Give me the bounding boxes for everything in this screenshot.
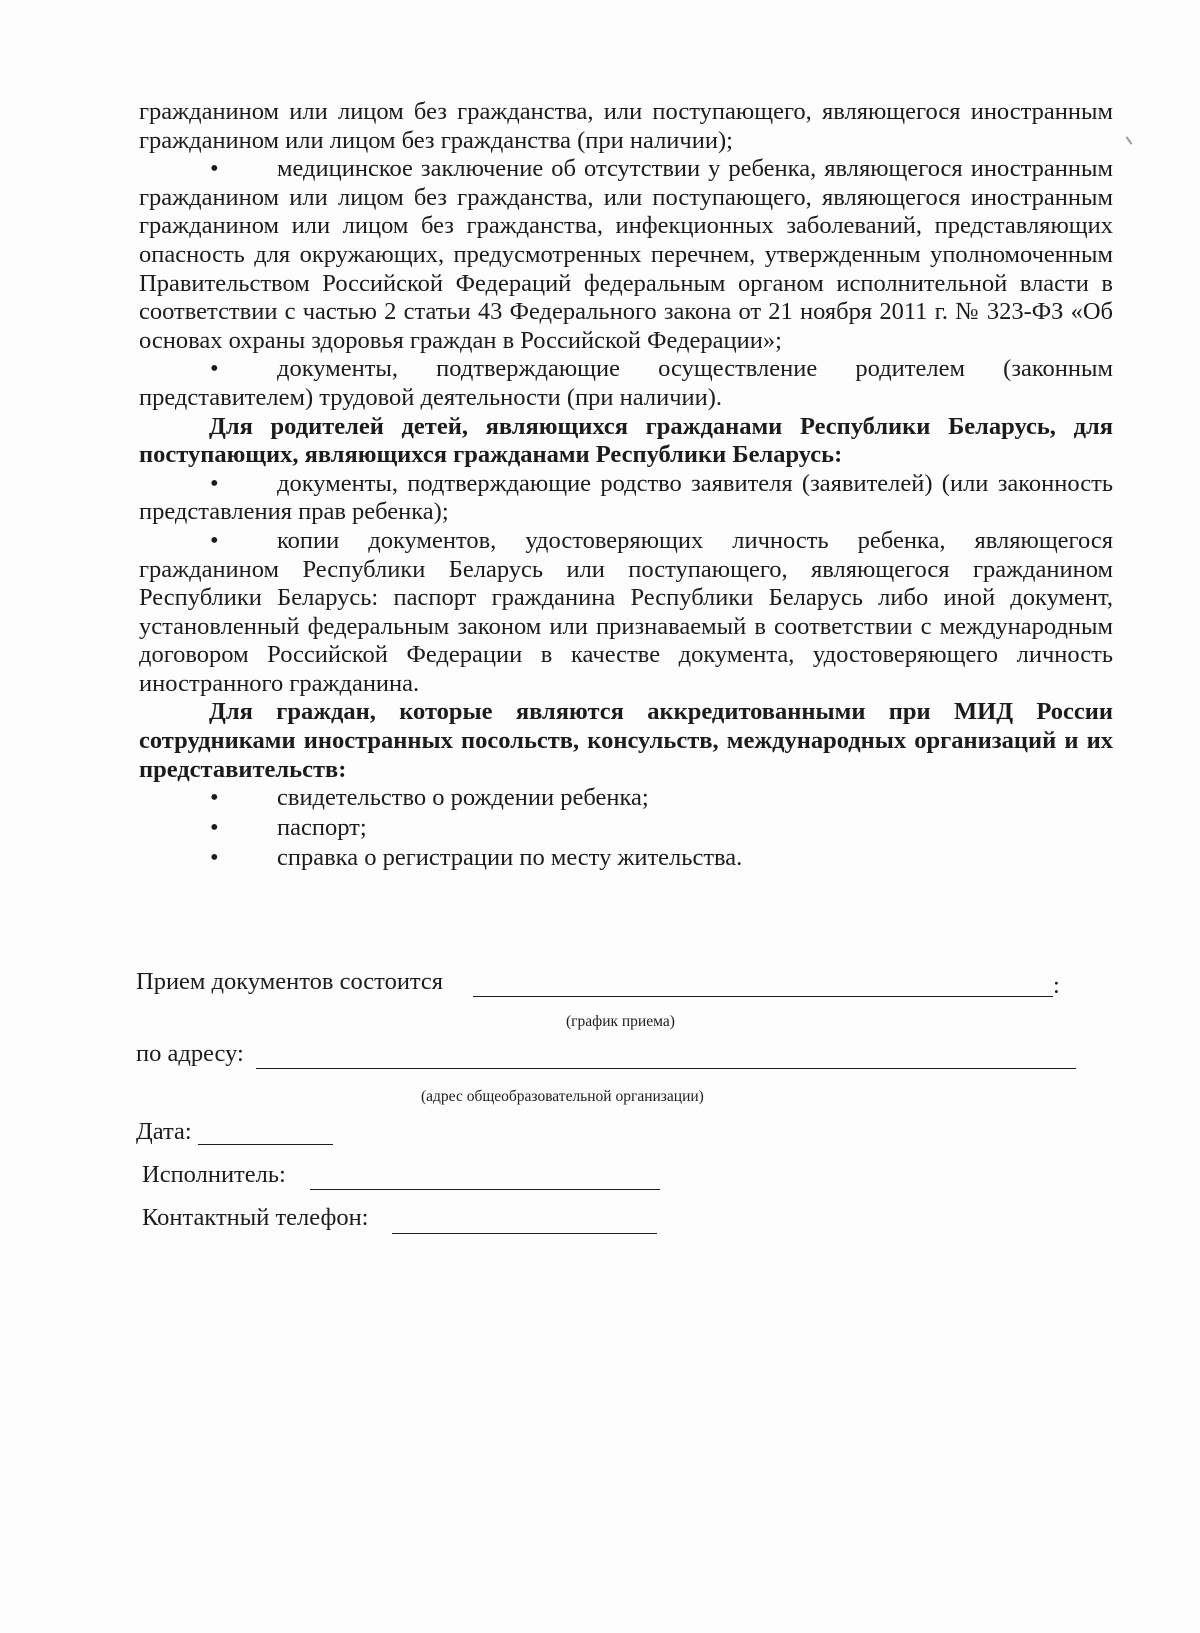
bullet-icon: • (210, 844, 219, 872)
bullet-medical-certificate (139, 155, 1113, 355)
bullet-icon: • (210, 526, 219, 554)
scan-speck (1126, 136, 1133, 145)
bullet-employment-documents (139, 355, 1113, 412)
reception-schedule-field[interactable] (473, 996, 1053, 997)
reception-caption: (график приема) (566, 1013, 675, 1030)
document-body (139, 98, 1113, 874)
bullet-kinship-documents (139, 470, 1113, 527)
list-item-text: справка о регистрации по месту жительства. (277, 844, 743, 872)
list-item (139, 784, 1113, 814)
phone-label: Контактный телефон: (142, 1204, 369, 1231)
list-item (139, 844, 1113, 874)
list-item-text: свидетельство о рождении ребенка; (277, 784, 649, 812)
address-label: по адресу: (136, 1040, 244, 1067)
section-heading-belarus: Для родителей детей, являющихся гражданами Республики Беларусь, для поступающих, являющихся гражданами Республики Беларусь: (139, 412, 1113, 469)
address-caption: (адрес общеобразовательной организации) (421, 1088, 704, 1105)
bullet-identity-copies (139, 527, 1113, 699)
bullet-icon: • (210, 784, 219, 812)
bullet-text: документы, подтверждающие родство заявителя (заявителей) (или законность представления прав ребенка); (139, 469, 1113, 526)
list-item (139, 814, 1113, 844)
list-item-text: паспорт; (277, 814, 367, 842)
section-heading-diplomats: Для граждан, которые являются аккредитованными при МИД России сотрудниками иностранных посольств, консульств, международных организаций и их представительств: (139, 698, 1113, 783)
date-field[interactable] (198, 1144, 333, 1145)
address-field[interactable] (256, 1068, 1076, 1069)
date-label: Дата: (136, 1118, 192, 1145)
bullet-icon: • (210, 355, 219, 383)
bullet-text: документы, подтверждающие осуществление родителем (законным представителем) трудовой деятельности (при наличии). (139, 355, 1113, 411)
bullet-text: копии документов, удостоверяющих личность ребенка, являющегося гражданином Республики Беларусь или поступающего, являющегося гражданином Республики Беларусь: паспорт гражданина Республики Беларусь либо иной документ, установленный федеральным законом или признаваемый в соответствии с международным договором Российской Федерации в качестве документа, удостоверяющего личность иностранного гражданина. (139, 526, 1113, 697)
executor-label: Исполнитель: (142, 1161, 286, 1188)
paragraph-continuation: гражданином или лицом без гражданства, или поступающего, являющегося иностранным гражданином или лицом без гражданства (при наличии); (139, 98, 1113, 154)
bullet-icon: • (210, 814, 219, 842)
bullet-text: медицинское заключение об отсутствии у ребенка, являющегося иностранным гражданином или лицом без гражданства, или поступающего, являющегося иностранным гражданином или лицом без гражданства, инфекционных заболеваний, представляющих опасность для окружающих, предусмотренных перечнем, утвержденным уполномоченным Правительством Российской Федераций федеральным органом исполнительной власти в соответствии с частью 2 статьи 43 Федерального закона от 21 ноября 2011 г. № 323-ФЗ «Об основах охраны здоровья граждан в Российской Федерации»; (139, 155, 1113, 354)
reception-colon: : (1053, 972, 1060, 999)
bullet-icon: • (210, 469, 219, 497)
reception-label: Прием документов состоится (136, 968, 444, 995)
phone-field[interactable] (392, 1233, 657, 1234)
bullet-icon: • (210, 155, 219, 183)
executor-field[interactable] (310, 1189, 660, 1190)
